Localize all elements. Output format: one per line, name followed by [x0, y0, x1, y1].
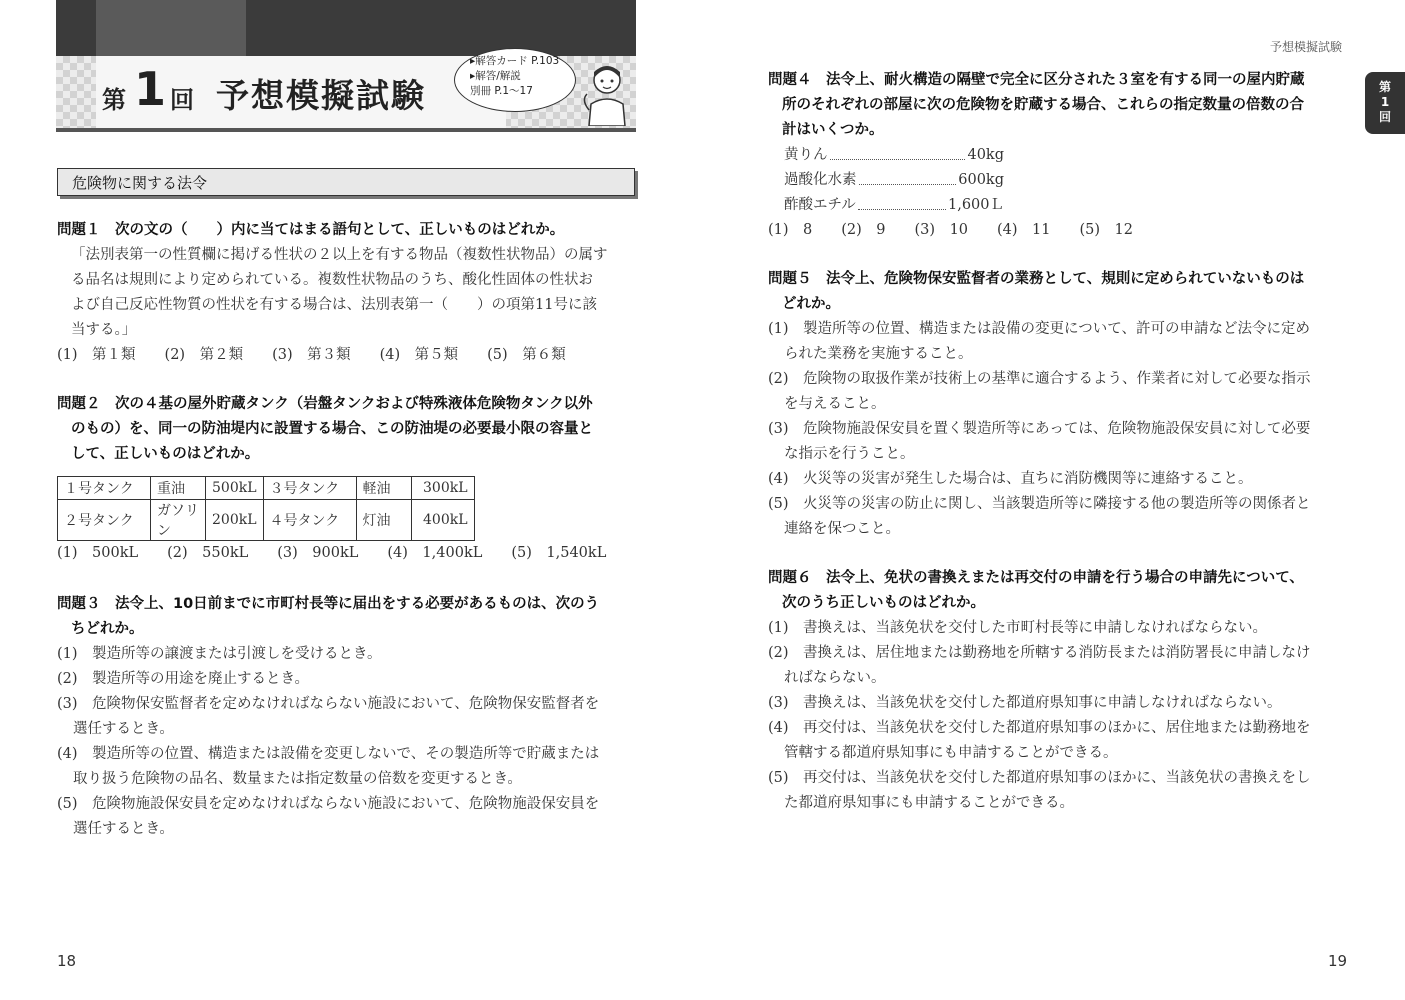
bubble-line: ▸解答/解説 [470, 70, 521, 82]
leader-dots [858, 193, 946, 210]
option-line: (4) 再交付は、当該免状を交付した都道府県知事のほかに、居住地または勤務地を [768, 720, 1311, 736]
body-line: 「法別表第一の性質欄に掲げる性状の２以上を有する物品（複数性状物品）の属す [71, 247, 608, 263]
substance-name: 過酸化水素 [784, 172, 857, 188]
table-cell: 軽油 [356, 477, 411, 500]
table-cell: 300kL [411, 477, 474, 500]
substance-amount: 40kg [967, 147, 1004, 163]
table-cell: ３号タンク [263, 477, 356, 500]
question-heading-line: どれか。 [782, 296, 840, 312]
question-heading-line: 次のうち正しいものはどれか。 [782, 595, 985, 611]
table-cell: ４号タンク [263, 500, 356, 541]
page-title: 予想模擬試験 [216, 76, 426, 115]
substance-row [768, 168, 1004, 193]
option-line: た都道府県知事にも申請することができる。 [784, 795, 1074, 811]
substance-row [768, 193, 1004, 218]
body-line: 当する。」 [71, 322, 137, 338]
body-line: る品名は規則により定められている。複数性状物品のうち、酸化性固体の性状お [71, 272, 593, 288]
banner-shadow [56, 128, 636, 132]
option-line: 選任するとき。 [73, 721, 174, 737]
question-1 [57, 218, 647, 368]
option-line: (3) 危険物保安監督者を定めなければならない施設において、危険物保安監督者を [57, 696, 600, 712]
option-line: (4) 製造所等の位置、構造または設備を変更しないで、その製造所等で貯蔵または [57, 746, 600, 762]
side-tab-char: 第 [1378, 80, 1391, 94]
page-number: 18 [57, 952, 77, 970]
section-header [57, 168, 635, 196]
substance-name: 黄りん [784, 147, 828, 163]
question-heading-line: のもの）を、同一の防油堤内に設置する場合、この防油堤の必要最小限の容量と [71, 421, 593, 437]
title-kai: 回 [170, 86, 194, 114]
right-page [700, 0, 1405, 1000]
option-line: (2) 製造所等の用途を廃止するとき。 [57, 671, 309, 687]
title-dai: 第 [102, 86, 126, 114]
question-2 [57, 392, 647, 467]
question-heading-line: して、正しいものはどれか。 [71, 446, 260, 462]
answer-options: (1) 8 (2) 9 (3) 10 (4) 11 (5) 12 [768, 222, 1133, 238]
option-line: を与えること。 [784, 396, 886, 412]
option-line: 連絡を保つこと。 [784, 521, 900, 537]
banner-tab [96, 0, 246, 56]
question-5 [768, 267, 1358, 542]
substance-amount: 600kg [958, 172, 1004, 188]
option-line: (1) 製造所等の位置、構造または設備の変更について、許可の申請など法令に定め [768, 321, 1310, 337]
body-line: よび自己反応性物質の性状を有する場合は、法別表第一（ ）の項第11号に該 [71, 297, 597, 313]
table-cell: 500kL [206, 477, 264, 500]
chapter-side-tab [1365, 72, 1405, 134]
bubble-line: ▸解答カード P.103 [470, 55, 560, 67]
character-illustration-icon [581, 60, 633, 126]
side-tab-char: 1 [1380, 95, 1390, 109]
option-line: (5) 火災等の災害の防止に関し、当該製造所等に隣接する他の製造所等の関係者と [768, 496, 1311, 512]
table-cell: １号タンク [58, 477, 151, 500]
bubble-line: 別冊 P.1〜17 [470, 85, 533, 97]
banner-title-box [96, 56, 506, 128]
option-line: ればならない。 [784, 670, 886, 686]
substance-amount: 1,600Ｌ [947, 197, 1004, 213]
question-heading-line: 計はいくつか。 [782, 122, 884, 138]
section-title: 危険物に関する法令 [72, 174, 208, 192]
question-body [57, 243, 647, 343]
exam-title-banner [56, 0, 636, 132]
option-line: (3) 書換えは、当該免状を交付した都道府県知事に申請しなければならない。 [768, 695, 1282, 711]
question-heading-line: ちどれか。 [71, 621, 144, 637]
side-tab-char: 回 [1378, 110, 1391, 124]
option-line: (5) 再交付は、当該免状を交付した都道府県知事のほかに、当該免状の書換えをし [768, 770, 1311, 786]
substance-name: 酢酸エチル [784, 197, 856, 213]
question-3 [57, 592, 647, 842]
table-cell: 重油 [151, 477, 206, 500]
leader-dots [830, 143, 966, 160]
question-heading-line: 問題５ 法令上、危険物保安監督者の業務として、規則に定められていないものは [768, 271, 1305, 287]
question-heading-line: 問題４ 法令上、耐火構造の隔壁で完全に区分された３室を有する同一の屋内貯蔵 [768, 72, 1305, 88]
left-page [0, 0, 700, 1000]
question-heading: 問題１ 次の文の（ ）内に当てはまる語句として、正しいものはどれか。 [57, 222, 565, 238]
table-cell: ガソリン [151, 500, 206, 541]
option-line: られた業務を実施すること。 [784, 346, 973, 362]
page-number: 19 [1328, 952, 1348, 970]
table-row [58, 500, 475, 541]
option-line: 管轄する都道府県知事にも申請することができる。 [784, 745, 1118, 761]
answer-options: (1) 500kL (2) 550kL (3) 900kL (4) 1,400kL (5) 1,540kL [57, 545, 607, 561]
leader-dots [859, 168, 957, 185]
table-cell: 灯油 [356, 500, 411, 541]
substance-row [768, 143, 1004, 168]
option-line: (2) 書換えは、居住地または勤務地を所轄する消防長または消防署長に申請しなけ [768, 645, 1311, 661]
question-6 [768, 566, 1358, 816]
option-line: (2) 危険物の取扱作業が技術上の基準に適合するよう、作業者に対して必要な指示 [768, 371, 1311, 387]
bubble-text [470, 54, 559, 99]
title-number: 1 [134, 62, 167, 116]
table-row [58, 477, 475, 500]
tank-table [57, 476, 475, 541]
question-heading-line: 問題６ 法令上、免状の書換えまたは再交付の申請を行う場合の申請先について、 [768, 570, 1304, 586]
running-header: 予想模擬試験 [1270, 40, 1343, 54]
option-line: な指示を行うこと。 [784, 446, 915, 462]
table-cell: 400kL [411, 500, 474, 541]
question-heading-line: 問題３ 法令上、10日前までに市町村長等に届出をする必要があるものは、次のう [57, 596, 600, 612]
question-heading-line: 問題２ 次の４基の屋外貯蔵タンク（岩盤タンクおよび特殊液体危険物タンク以外 [57, 396, 593, 412]
answer-options: (1) 第１類 (2) 第２類 (3) 第３類 (4) 第５類 (5) 第６類 [57, 347, 566, 363]
table-cell: ２号タンク [58, 500, 151, 541]
question-4 [768, 68, 1358, 243]
option-line: (5) 危険物施設保安員を定めなければならない施設において、危険物施設保安員を [57, 796, 600, 812]
option-line: (1) 書換えは、当該免状を交付した市町村長等に申請しなければならない。 [768, 620, 1268, 636]
option-line: (3) 危険物施設保安員を置く製造所等にあっては、危険物施設保安員に対して必要 [768, 421, 1311, 437]
option-line: 取り扱う危険物の品名、数量または指定数量の倍数を変更するとき。 [73, 771, 522, 787]
table-cell: 200kL [206, 500, 264, 541]
option-line: (1) 製造所等の譲渡または引渡しを受けるとき。 [57, 646, 382, 662]
option-line: 選任するとき。 [73, 821, 174, 837]
option-line: (4) 火災等の災害が発生した場合は、直ちに消防機関等に連絡すること。 [768, 471, 1253, 487]
question-heading-line: 所のそれぞれの部屋に次の危険物を貯蔵する場合、これらの指定数量の倍数の合 [782, 97, 1304, 113]
